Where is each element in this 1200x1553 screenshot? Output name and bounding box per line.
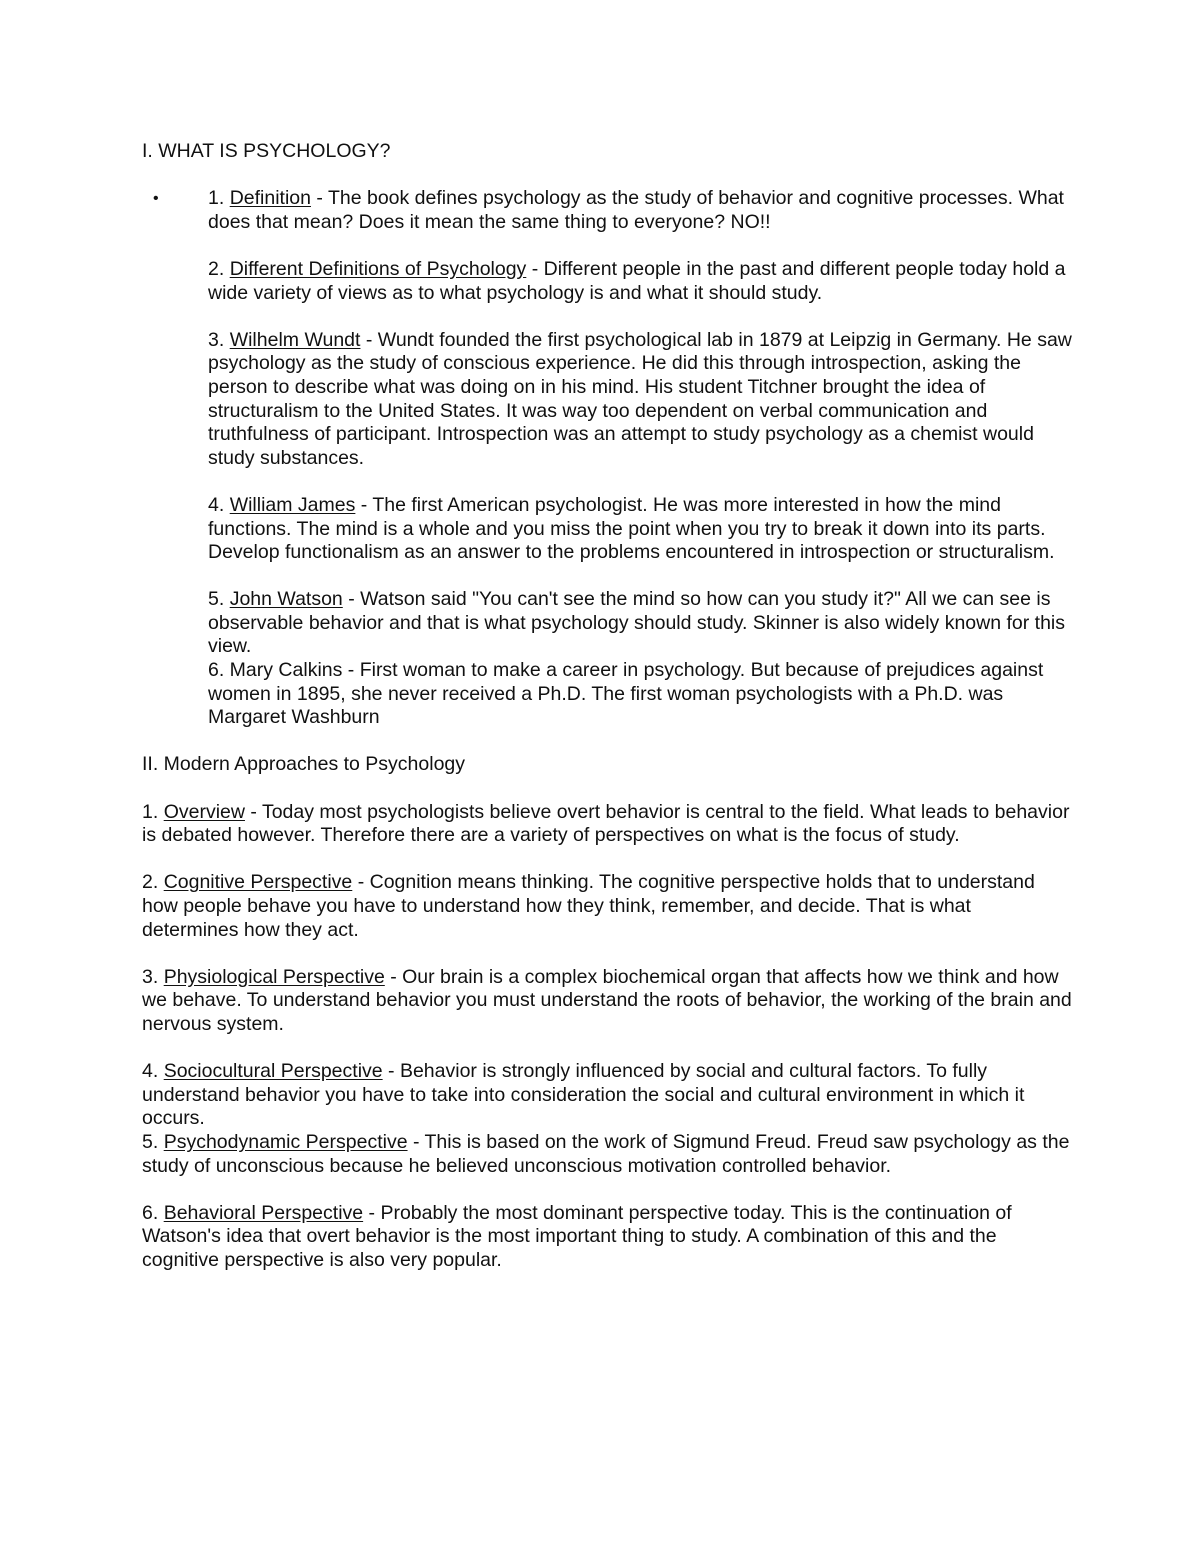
- s2-item-behavioral: [142, 1202, 1072, 1273]
- item-number: 2.: [142, 871, 164, 894]
- item-number: 4.: [208, 493, 230, 516]
- item-number: 6.: [142, 1201, 164, 1224]
- item-number: 2.: [208, 257, 230, 280]
- item-number: 5.: [208, 588, 230, 611]
- item-number: 3.: [142, 965, 164, 988]
- s1-item-james: [208, 494, 1072, 565]
- item-text: - Different people in the past and different people today hold a wide variety of views as to what psychology is and what it should study.: [208, 257, 1066, 304]
- item-number: 1.: [142, 800, 164, 823]
- s2-item-cognitive: [142, 871, 1072, 942]
- item-number: 5.: [142, 1130, 164, 1153]
- s1-item-wundt: [208, 329, 1072, 471]
- item-text: - Behavior is strongly influenced by social and cultural factors. To fully understand behavior you have to take into consideration the social and cultural environment in which it occurs.: [142, 1060, 1025, 1130]
- item-term: Sociocultural Perspective: [163, 1060, 383, 1083]
- item-number: 1.: [208, 187, 230, 210]
- s1-item-watson: [208, 588, 1072, 659]
- s1-item-different-definitions: [208, 258, 1072, 305]
- item-text: - Cognition means thinking. The cognitive perspective holds that to understand how people behave you have to understand how they think, remember, and decide. That is what determines how they act.: [142, 871, 1035, 941]
- s2-item-sociocultural: [142, 1060, 1072, 1131]
- item-term: Cognitive Perspective: [163, 871, 353, 894]
- s1-item-calkins: 6. Mary Calkins - First woman to make a career in psychology. But because of prejudices against women in 1895, she never received a Ph.D. The first woman psychologists with a Ph.D. was Margaret Washburn: [208, 659, 1044, 729]
- item-term: John Watson: [229, 588, 343, 611]
- item-text: - This is based on the work of Sigmund Freud. Freud saw psychology as the study of unconscious because he believed unconscious motivation controlled behavior.: [142, 1130, 1070, 1177]
- section-2-heading: II. Modern Approaches to Psychology: [142, 753, 466, 776]
- item-term: Physiological Perspective: [163, 965, 385, 988]
- item-term: Definition: [229, 187, 311, 210]
- item-text: - Watson said "You can't see the mind so how can you study it?" All we can see is observable behavior and that is what psychology should study. Skinner is also widely known for this view.: [208, 588, 1066, 658]
- item-term: Psychodynamic Perspective: [163, 1130, 408, 1153]
- bullet-icon: •: [153, 190, 159, 208]
- item-text: - Today most psychologists believe overt behavior is central to the field. What leads to behavior is debated however. Therefore there are a variety of perspectives on what is the focus of study.: [142, 800, 1070, 847]
- s2-item-overview: [142, 801, 1072, 848]
- item-term: Overview: [163, 800, 245, 823]
- section-1-heading: I. WHAT IS PSYCHOLOGY?: [142, 140, 391, 162]
- document-content: [142, 140, 1072, 1296]
- s1-item-definition: [208, 187, 1072, 234]
- item-text: - The first American psychologist. He was more interested in how the mind functions. The mind is a whole and you miss the point when you try to break it down into its parts. Develop functionalism as an answer to the problems encountered in introspection or structuralism.: [208, 493, 1055, 564]
- item-text: - Probably the most dominant perspective today. This is the continuation of Watson's idea that overt behavior is the most important thing to study. A combination of this and the cognitive perspective is also very popular.: [142, 1201, 1012, 1271]
- s2-item-physiological: [142, 966, 1072, 1037]
- item-number: 4.: [142, 1060, 164, 1083]
- section-1-list: [142, 187, 1072, 730]
- item-term: Behavioral Perspective: [163, 1201, 364, 1224]
- item-term: Different Definitions of Psychology: [229, 257, 527, 280]
- item-term: Wilhelm Wundt: [229, 328, 361, 351]
- item-text: - The book defines psychology as the study of behavior and cognitive processes. What does that mean? Does it mean the same thing to everyone? NO!!: [208, 187, 1064, 233]
- item-number: 3.: [208, 328, 230, 351]
- item-text: - Our brain is a complex biochemical organ that affects how we think and how we behave. To understand behavior you must understand the roots of behavior, the working of the brain and nervous system.: [142, 965, 1072, 1035]
- item-text: - Wundt founded the first psychological lab in 1879 at Leipzig in Germany. He saw psychology as the study of conscious experience. He did this through introspection, asking the person to describe what was doing on in his mind. His student Titchner brought the idea of structuralism to the United States. It was way too dependent on verbal communication and truthfulness of participant. Introspection was an attempt to study psychology as a chemist would study substances.: [208, 328, 1072, 469]
- s2-item-psychodynamic: [142, 1131, 1072, 1178]
- item-term: William James: [229, 493, 356, 516]
